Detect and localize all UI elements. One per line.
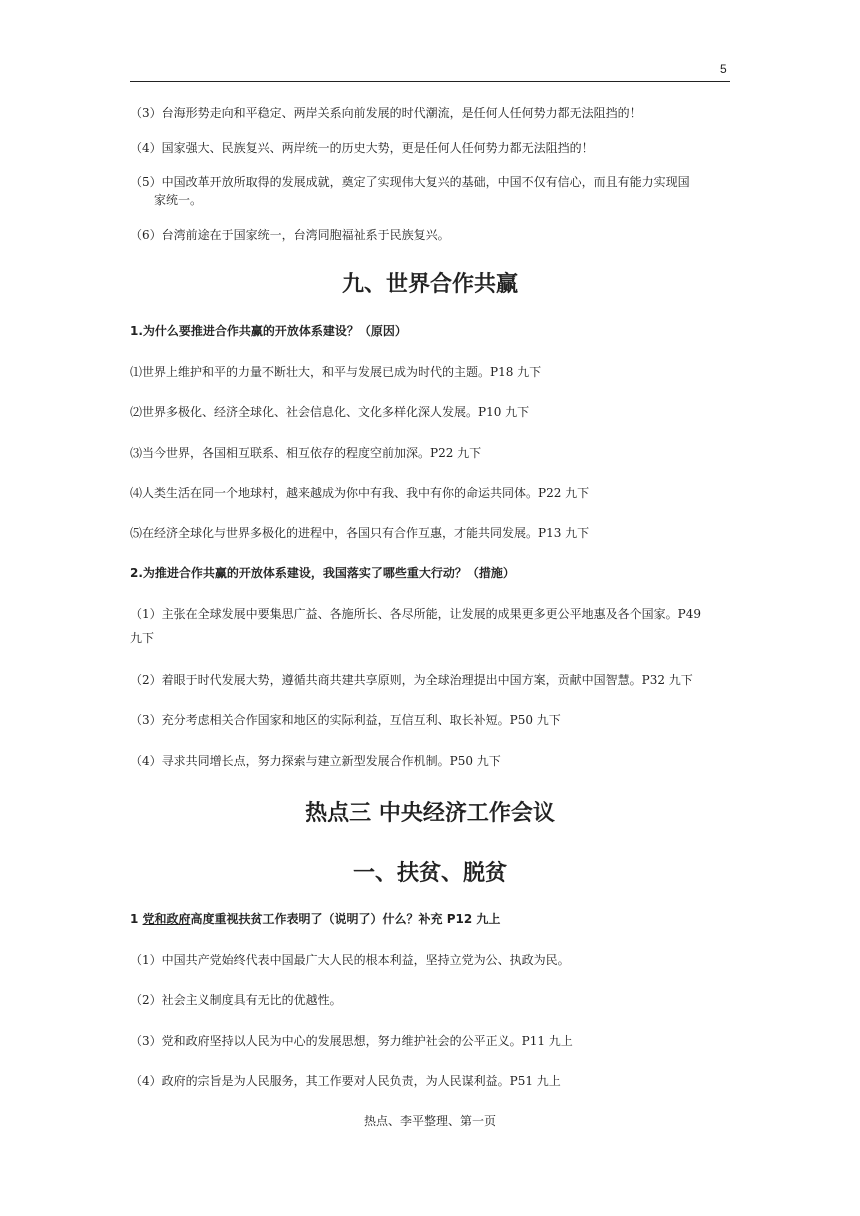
reason-item-5: ⑸在经济全球化与世界多极化的进程中，各国只有合作互惠，才能共同发展。P13 九下 [130, 526, 590, 540]
reason-item-3: ⑶当今世界，各国相互联系、相互依存的程度空前加深。P22 九下 [130, 446, 482, 460]
poverty-item-1: （1）中国共产党始终代表中国最广大人民的根本利益，坚持立党为公、执政为民。 [130, 953, 570, 967]
section-9-question-1: 1.为什么要推进合作共赢的开放体系建设？（原因） [130, 324, 407, 338]
section-1-question [130, 910, 730, 928]
measure-item-1-continued: 九下 [130, 631, 155, 645]
measure-item-2: （2）着眼于时代发展大势，遵循共商共建共享原则，为全球治理提出中国方案，贡献中国智慧。P32 九下 [130, 673, 693, 687]
reason-item-4: ⑷人类生活在同一个地球村，越来越成为你中有我、我中有你的命运共同体。P22 九下 [130, 486, 590, 500]
reason-item-2: ⑵世界多极化、经济全球化、社会信息化、文化多样化深人发展。P10 九下 [130, 405, 530, 419]
question-number: 1 [130, 912, 143, 926]
measure-item-1: （1）主张在全球发展中要集思广益、各施所长、各尽所能，让发展的成果更多更公平地惠及各个国家。P49 [130, 607, 701, 621]
underlined-subject: 党和政府 [142, 912, 191, 926]
page-footer: 热点、李平整理、第一页 [363, 1114, 496, 1128]
page-number: 5 [720, 62, 727, 76]
header-rule [130, 81, 730, 82]
measure-item-3: （3）充分考虑相关合作国家和地区的实际利益，互信互利、取长补短。P50 九下 [130, 713, 561, 727]
poverty-item-2: （2）社会主义制度具有无比的优越性。 [130, 993, 342, 1007]
poverty-item-3: （3）党和政府坚持以人民为中心的发展思想，努力维护社会的公平正义。P11 九上 [130, 1034, 573, 1048]
poverty-item-4: （4）政府的宗旨是为人民服务，其工作要对人民负责，为人民谋利益。P51 九上 [130, 1074, 561, 1088]
section-9-heading: 九、世界合作共赢 [341, 272, 518, 297]
reason-item-1: ⑴世界上维护和平的力量不断壮大，和平与发展已成为时代的主题。P18 九下 [130, 365, 542, 379]
hotspot-3-heading: 热点三 中央经济工作会议 [305, 801, 555, 826]
taiwan-item-6: （6）台湾前途在于国家统一，台湾同胞福祉系于民族复兴。 [130, 228, 450, 242]
taiwan-item-4: （4）国家强大、民族复兴、两岸统一的历史大势，更是任何人任何势力都无法阻挡的！ [130, 141, 594, 155]
section-1-heading: 一、扶贫、脱贫 [352, 861, 507, 886]
taiwan-item-5: （5）中国改革开放所取得的发展成就，奠定了实现伟大复兴的基础，中国不仅有信心，而且有能力实现国 [130, 175, 690, 189]
measure-item-4: （4）寻求共同增长点，努力探索与建立新型发展合作机制。P50 九下 [130, 754, 501, 768]
taiwan-item-5-continued: 家统一。 [154, 193, 203, 207]
section-9-question-2: 2.为推进合作共赢的开放体系建设，我国落实了哪些重大行动？（措施） [130, 566, 515, 580]
question-text: 高度重视扶贫工作表明了（说明了）什么？补充 P12 九上 [190, 912, 501, 926]
taiwan-item-3: （3）台海形势走向和平稳定、两岸关系向前发展的时代潮流，是任何人任何势力都无法阻挡的！ [130, 106, 642, 120]
